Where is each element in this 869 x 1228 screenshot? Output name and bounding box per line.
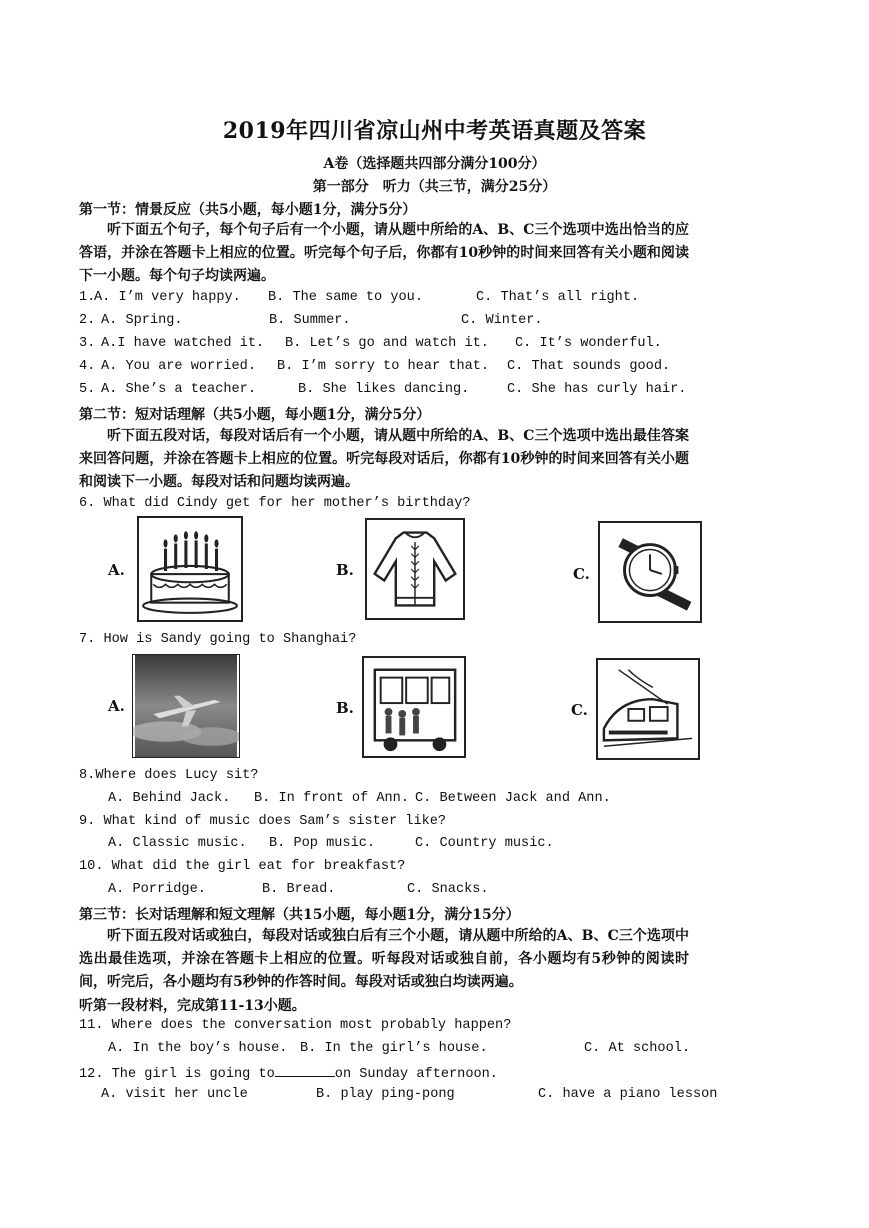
q9-option-c: C. Country music. bbox=[415, 836, 554, 851]
section2-heading: 第二节：短对话理解（共5小题，每小题1分，满分5分） bbox=[79, 407, 431, 423]
q4-option-c: C. That sounds good. bbox=[507, 359, 671, 374]
q3-option-c: C. It’s wonderful. bbox=[515, 336, 662, 351]
section3-instructions: 听下面五段对话或独白，每段对话或独白后有三个小题，请从题中所给的A、B、C三个选项中选出最佳选项，并涂在答题卡上相应的位置。听每段对话或独自前，各小题均有5秒钟的阅读时间，听完后，各小题均有5秒钟的作答时间。每段对话或独白均读两遍。 bbox=[79, 928, 689, 990]
q7-label-b: B. bbox=[336, 699, 354, 717]
q12-text-after: on Sunday afternoon. bbox=[334, 1067, 498, 1082]
q5-number: 5. bbox=[79, 382, 96, 397]
q2-number: 2. bbox=[79, 313, 96, 328]
q5-option-c: C. She has curly hair. bbox=[507, 382, 687, 397]
q1-number: 1. bbox=[79, 290, 96, 305]
sweater-icon bbox=[365, 518, 465, 620]
q11-text: 11. Where does the conversation most probably happen? bbox=[79, 1018, 512, 1033]
q3-number: 3. bbox=[79, 336, 96, 351]
section1-heading: 第一节：情景反应（共5小题，每小题1分，满分5分） bbox=[79, 202, 417, 218]
q1-option-b: B. The same to you. bbox=[268, 290, 423, 305]
q8-option-a: A. Behind Jack. bbox=[108, 791, 231, 806]
q4-option-a: A. You are worried. bbox=[101, 359, 256, 374]
q5-option-a: A. She’s a teacher. bbox=[101, 382, 256, 397]
q10-option-b: B. Bread. bbox=[262, 882, 336, 897]
q9-text: 9. What kind of music does Sam’s sister like? bbox=[79, 814, 447, 829]
q6-label-b: B. bbox=[336, 561, 354, 579]
section1-instructions: 听下面五个句子，每个句子后有一个小题，请从题中所给的A、B、C三个选项中选出恰当的应答语，并涂在答题卡上相应的位置。听完每个句子后，你都有10秒钟的时间来回答有关小题和阅读下一小题。每个句子均读两遍。 bbox=[79, 222, 689, 284]
section3-heading: 第三节：长对话理解和短文理解（共15小题，每小题1分，满分15分） bbox=[79, 907, 520, 923]
q3-option-b: B. Let’s go and watch it. bbox=[285, 336, 489, 351]
wristwatch-icon bbox=[598, 521, 702, 623]
section2-instructions: 听下面五段对话，每段对话后有一个小题，请从题中所给的A、B、C三个选项中选出最佳答案来回答问题，并涂在答题卡上相应的位置。听完每段对话后，你都有10秒钟的时间来回答有关小题和阅读下一小题。每段对话和问题均读两遍。 bbox=[79, 428, 689, 490]
q11-option-b: B. In the girl’s house. bbox=[300, 1041, 488, 1056]
q5-option-b: B. She likes dancing. bbox=[298, 382, 470, 397]
q10-option-a: A. Porridge. bbox=[108, 882, 206, 897]
q6-text: 6. What did Cindy get for her mother’s birthday? bbox=[79, 496, 471, 511]
q4-number: 4. bbox=[79, 359, 96, 374]
page-title: 2019年四川省凉山州中考英语真题及答案 bbox=[222, 118, 647, 144]
q9-option-a: A. Classic music. bbox=[108, 836, 247, 851]
q7-text: 7. How is Sandy going to Shanghai? bbox=[79, 632, 357, 647]
q8-option-b: B. In front of Ann. bbox=[254, 791, 409, 806]
q9-option-b: B. Pop music. bbox=[269, 836, 376, 851]
airplane-icon bbox=[132, 654, 240, 758]
q8-option-c: C. Between Jack and Ann. bbox=[415, 791, 611, 806]
q10-text: 10. What did the girl eat for breakfast? bbox=[79, 859, 406, 874]
birthday-cake-icon bbox=[137, 516, 243, 622]
q2-option-b: B. Summer. bbox=[269, 313, 351, 328]
q8-text: 8.Where does Lucy sit? bbox=[79, 768, 259, 783]
q12-option-b: B. play ping-pong bbox=[316, 1087, 455, 1102]
q11-option-c: C. At school. bbox=[584, 1041, 691, 1056]
part1-header: 第一部分 听力（共三节，满分25分） bbox=[312, 179, 557, 195]
q7-label-c: C. bbox=[571, 701, 588, 719]
q7-label-a: A. bbox=[108, 697, 125, 715]
material1-heading: 听第一段材料，完成第11-13小题。 bbox=[79, 998, 306, 1014]
q4-option-b: B. I’m sorry to hear that. bbox=[277, 359, 490, 374]
q6-label-a: A. bbox=[108, 561, 125, 579]
q12-text-before: 12. The girl is going to bbox=[79, 1067, 275, 1082]
q12-text bbox=[79, 1064, 498, 1082]
q1-option-c: C. That’s all right. bbox=[476, 290, 640, 305]
bus-icon bbox=[362, 656, 466, 758]
train-icon bbox=[596, 658, 700, 760]
q11-option-a: A. In the boy’s house. bbox=[108, 1041, 288, 1056]
q1-option-a: A. I’m very happy. bbox=[94, 290, 241, 305]
paper-header: A卷（选择题共四部分满分100分） bbox=[323, 156, 546, 172]
q2-option-c: C. Winter. bbox=[461, 313, 543, 328]
q12-option-c: C. have a piano lesson bbox=[538, 1087, 718, 1102]
q3-option-a: A.I have watched it. bbox=[101, 336, 265, 351]
q10-option-c: C. Snacks. bbox=[407, 882, 489, 897]
q2-option-a: A. Spring. bbox=[101, 313, 183, 328]
q12-option-a: A. visit her uncle bbox=[101, 1087, 248, 1102]
q6-label-c: C. bbox=[573, 565, 590, 583]
q12-answer-blank bbox=[275, 1064, 335, 1077]
